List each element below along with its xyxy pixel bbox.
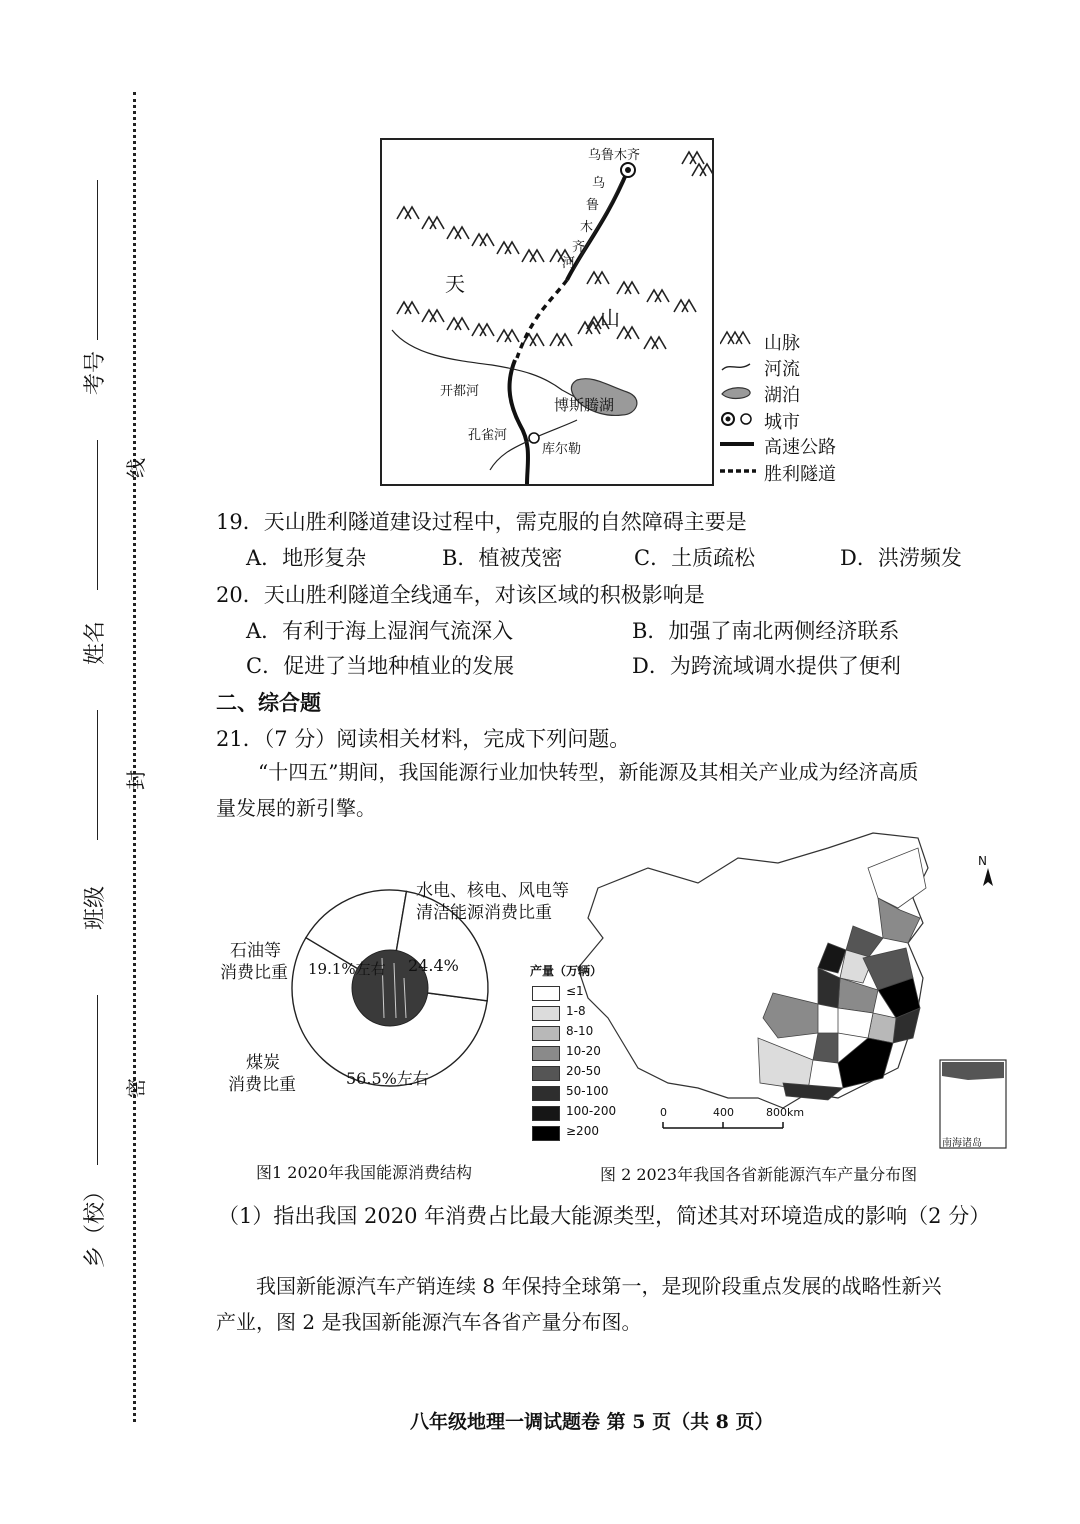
mi-mark: 密	[124, 1078, 148, 1098]
q20-stem: 20．天山胜利隧道全线通车，对该区域的积极影响是	[216, 583, 705, 607]
q20-option-b[interactable]: B．加强了南北两侧经济联系	[632, 619, 900, 643]
fig2-legend-item	[530, 1104, 630, 1122]
feng-mark: 封	[124, 770, 148, 790]
banji-label: 班级	[83, 885, 108, 930]
river-char-1: 乌	[592, 176, 606, 191]
page-footer: 八年级地理一调试题卷 第 5 页（共 8 页）	[410, 1411, 774, 1433]
fig2-legend-label: ≤1	[566, 984, 584, 998]
fig2-legend-swatch	[532, 1086, 560, 1101]
fig2-legend-item	[530, 1004, 630, 1022]
river-char-3: 木	[580, 220, 594, 235]
fig2-legend-item	[530, 1064, 630, 1082]
pie-value-clean: 24.4%	[408, 956, 459, 975]
fig2-legend-label: 20-50	[566, 1064, 601, 1078]
legend-lake-icon	[722, 388, 750, 399]
scale-800: 800km	[766, 1106, 805, 1119]
tianshan-map-frame	[380, 138, 714, 486]
fig2-legend-label: ≥200	[566, 1124, 599, 1138]
figure1-caption: 图1 2020年我国能源消费结构	[256, 1163, 472, 1182]
river-char-5: 河	[562, 256, 576, 271]
fig2-legend-swatch	[532, 1006, 560, 1021]
north-arrow-label: N	[978, 854, 987, 868]
legend-river: 河流	[764, 359, 800, 380]
fig2-legend-item	[530, 1084, 630, 1102]
fig2-legend-swatch	[532, 1026, 560, 1041]
fig2-legend-item	[530, 1044, 630, 1062]
label-shan: 山	[600, 306, 620, 330]
q20-option-c[interactable]: C．促进了当地种植业的发展	[246, 654, 515, 678]
fig2-legend-label: 1-8	[566, 1004, 586, 1018]
q21-sub1: （1）指出我国 2020 年消费占比最大能源类型，简述其对环境造成的影响（2 分）	[218, 1204, 991, 1228]
highway-south	[510, 360, 529, 484]
fig2-legend-label: 100-200	[566, 1104, 617, 1118]
label-oil-line1: 石油等	[230, 941, 281, 961]
legend-mountain: 山脉	[764, 333, 800, 354]
legend-mountain-icon	[720, 332, 750, 344]
xingming-underline-top	[97, 440, 98, 590]
label-clean-line1: 水电、核电、风电等	[416, 881, 569, 901]
q20-option-a[interactable]: A．有利于海上湿润气流深入	[246, 619, 514, 643]
scale-0: 0	[660, 1106, 667, 1119]
q19-option-a[interactable]: A．地形复杂	[246, 546, 367, 570]
river-char-4: 齐	[572, 240, 586, 255]
fig2-legend-label: 50-100	[566, 1084, 609, 1098]
q19-option-d[interactable]: D．洪涝频发	[840, 546, 962, 570]
legend-lake: 湖泊	[764, 385, 800, 406]
fig2-legend-title: 产量（万辆）	[530, 964, 603, 978]
map1-legend	[720, 328, 860, 488]
xingming-underline	[97, 710, 98, 840]
legend-tunnel: 胜利隧道	[764, 464, 836, 485]
q21-para1-line1: “十四五”期间，我国能源行业加快转型，新能源及其相关产业成为经济高质	[258, 760, 919, 784]
q21-para2-line2: 产业，图 2 是我国新能源汽车各省产量分布图。	[216, 1310, 642, 1334]
binding-dotted-line	[133, 92, 136, 1422]
q21-para2-line1: 我国新能源汽车产销连续 8 年保持全球第一，是现阶段重点发展的战略性新兴	[256, 1274, 942, 1298]
inset-label: 南海诸岛	[942, 1138, 982, 1149]
fig2-legend-label: 8-10	[566, 1024, 594, 1038]
fig2-legend	[530, 962, 630, 1152]
xian-mark: 线	[124, 458, 148, 478]
label-coal-line1: 煤炭	[246, 1053, 280, 1073]
fig2-legend-label: 10-20	[566, 1044, 601, 1058]
label-korla: 库尔勒	[542, 442, 582, 457]
section-2-heading: 二、综合题	[216, 690, 321, 715]
mountain-range-icon	[397, 152, 712, 349]
q21-stem: 21．（7 分）阅读相关材料，完成下列问题。	[216, 727, 631, 751]
label-kaidu-river: 开都河	[440, 384, 480, 399]
pie-value-coal: 56.5%左右	[346, 1069, 429, 1088]
legend-city: 城市	[764, 412, 800, 433]
fig2-legend-swatch	[532, 1106, 560, 1121]
victory-tunnel	[517, 280, 567, 358]
q19-option-b[interactable]: B．植被茂密	[442, 546, 563, 570]
label-oil-line2: 消费比重	[220, 963, 288, 983]
kaohao-underline	[97, 180, 98, 340]
figure2-caption: 图 2 2023年我国各省新能源汽车产量分布图	[600, 1165, 918, 1184]
label-tian: 天	[445, 272, 465, 296]
label-coal-line2: 消费比重	[228, 1075, 296, 1095]
fig2-legend-item	[530, 1124, 630, 1142]
label-kongque-river: 孔雀河	[468, 428, 508, 443]
fig2-legend-swatch	[532, 1066, 560, 1081]
q21-para1-line2: 量发展的新引擎。	[216, 796, 376, 820]
label-clean-line2: 清洁能源消费比重	[416, 903, 552, 923]
q19-stem: 19．天山胜利隧道建设过程中，需克服的自然障碍主要是	[216, 510, 747, 534]
label-bosten-lake: 博斯腾湖	[554, 396, 615, 414]
scale-400: 400	[713, 1106, 734, 1119]
fig2-legend-swatch	[532, 1126, 560, 1141]
q20-option-d[interactable]: D．为跨流域调水提供了便利	[632, 654, 901, 678]
q19-option-c[interactable]: C．土质疏松	[634, 546, 756, 570]
fig2-legend-swatch	[532, 1046, 560, 1061]
kaohao-label: 考号	[83, 350, 108, 395]
river-char-2: 鲁	[586, 198, 600, 213]
banji-underline	[97, 995, 98, 1165]
fig2-legend-swatch	[532, 986, 560, 1001]
xiangxiao-label: 乡（校）	[83, 1179, 108, 1268]
legend-highway: 高速公路	[764, 437, 836, 458]
label-urumqi: 乌鲁木齐	[588, 148, 641, 163]
pie-value-oil: 19.1%左右	[308, 960, 386, 978]
fig2-legend-item	[530, 984, 630, 1002]
xingming-label: 姓名	[83, 620, 108, 665]
tianshan-map	[382, 140, 712, 484]
fig2-legend-item	[530, 1024, 630, 1042]
legend-river-icon	[722, 364, 750, 370]
